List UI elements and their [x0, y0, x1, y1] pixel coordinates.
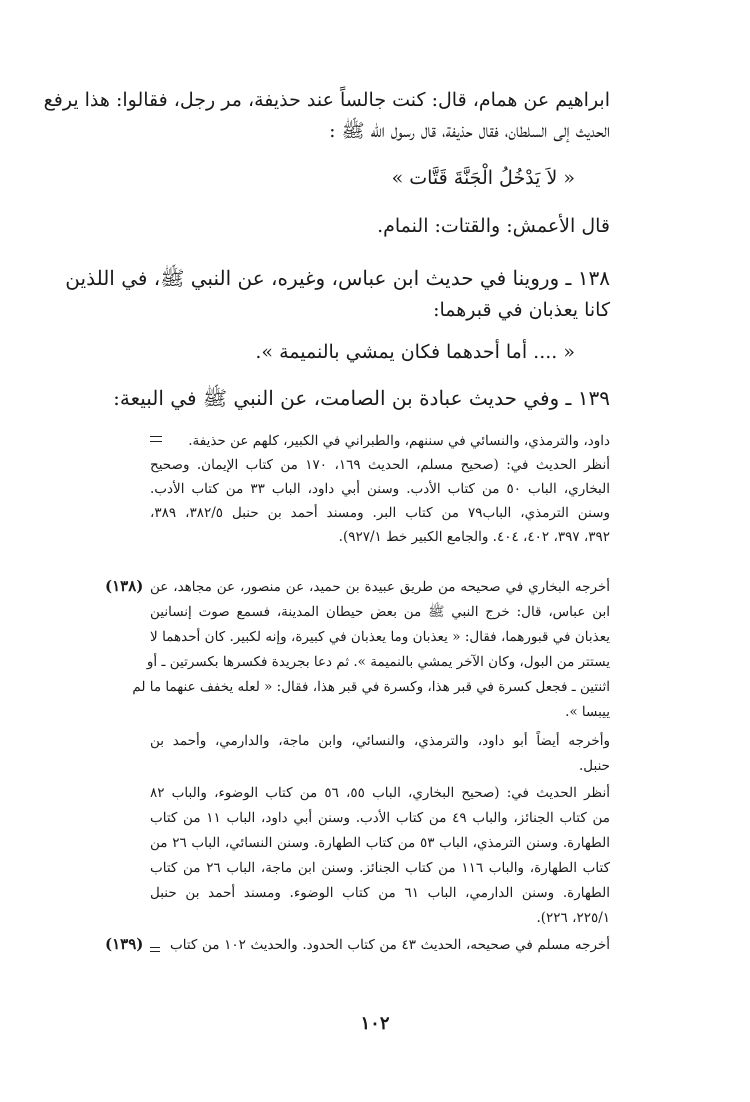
footnote-line: أنظر الحديث في: (صحيح البخاري، الباب ٥٥، ٥٦ من كتاب الوضوء، والباب ٨٢ — [150, 785, 610, 801]
footnote-line: الطهارة. وسنن الترمذي، الباب ٥٣ من كتاب الطهارة. وسنن النسائي، الباب ٢٦ من — [150, 835, 610, 851]
main-text-line: كانا يعذبان في قبرهما: — [433, 299, 610, 321]
page-number: ١٠٢ — [360, 1013, 390, 1034]
footnote-continues-mark — [150, 946, 160, 954]
footnote-line: اثنتين ـ فجعل كسرة في قبر هذا، وكسرة في قبر هذا، فقال: « لعله يخفف عنهما ما لم — [132, 679, 610, 695]
footnote-line: أخرجه البخاري في صحيحه من طريق عبيدة بن حميد، عن منصور، عن مجاهد، عن — [150, 579, 610, 595]
footnote-number-139: (١٣٩) — [105, 935, 144, 953]
footnote-line: البخاري، الباب ٥٠ من كتاب الأدب. وسنن أبي داود، الباب ٣٣ من كتاب الأدب. — [150, 481, 610, 497]
footnote-line: من كتاب الجنائز، والباب ٤٩ من كتاب الأدب. وسنن أبي داود، الباب ١١ من كتاب — [150, 810, 610, 826]
footnote-line: أنظر الحديث في: (صحيح مسلم، الحديث ١٦٩، ١٧٠ من كتاب الإيمان. وصحيح — [150, 457, 610, 473]
main-text-line: ابراهيم عن همام، قال: كنت جالساً عند حذيفة، مر رجل، فقالوا: هذا يرفع — [43, 89, 610, 111]
footnote-line: ٢٢٥/١، ٢٢٦). — [536, 910, 610, 926]
footnote-line: يستتر من البول، وكان الآخر يمشي بالنميمة ». ثم دعا بجريدة فكسرها بكسرتين ـ أو — [146, 654, 610, 670]
footnote-line: ييبسا ». — [565, 704, 610, 720]
footnote-line: وسنن الترمذي، الباب٧٩ من كتاب البر. ومسند أحمد بن حنبل ٣٨٢/٥، ٣٨٩، — [150, 505, 610, 521]
main-text-line: الحديث إلى السلطان، فقال حذيفة، قال رسول الله ﷺ : — [329, 120, 610, 142]
footnote-line: ابن عباس، قال: خرج النبي ﷺ من بعض حيطان المدينة، فسمع صوت إنسانين — [150, 604, 610, 620]
hadith-138-heading: ١٣٨ ـ وروينا في حديث ابن عباس، وغيره، عن النبي ﷺ، في اللذين — [65, 266, 610, 290]
footnote-line: يعذبان في قبورهما، فقال: « يعذبان وما يعذبان في كبيرة، وإنه لكبير. كان أحدهما لا — [150, 629, 610, 645]
hadith-quote: « .... أما أحدهما فكان يمشي بالنميمة ». — [255, 341, 575, 363]
footnote-line: كتاب الطهارة، والباب ١١٦ من كتاب الجنائز. وسنن ابن ماجة، الباب ٢٦ من كتاب — [150, 860, 610, 876]
hadith-139-heading: ١٣٩ ـ وفي حديث عبادة بن الصامت، عن النبي ﷺ في البيعة: — [113, 386, 610, 410]
hadith-quote: « لاَ يَدْخُلُ الْجَنَّةَ قَتَّات » — [391, 167, 575, 189]
footnote-line: أخرجه مسلم في صحيحه، الحديث ٤٣ من كتاب الحدود. والحديث ١٠٢ من كتاب — [170, 937, 610, 953]
footnote-line: الطهارة. وسنن الدارمي، الباب ٦١ من كتاب الوضوء. ومسند أحمد بن حنبل — [150, 885, 610, 901]
footnote-number-138: (١٣٨) — [105, 577, 144, 595]
footnote-line: ٣٩٢، ٣٩٧، ٤٠٢، ٤٠٤. والجامع الكبير خط ٩٢٧/١). — [338, 529, 610, 545]
footnote-line: وأخرجه أيضاً أبو داود، والترمذي، والنسائي، وابن ماجة، والدارمي، وأحمد بن — [150, 733, 610, 749]
main-text-line: قال الأعمش: والقتات: النمام. — [377, 215, 610, 237]
footnote-line: حنبل. — [578, 758, 610, 774]
footnote-line: داود، والترمذي، والنسائي في سننهم، والطبراني في الكبير، كلهم عن حذيفة. — [188, 433, 610, 449]
